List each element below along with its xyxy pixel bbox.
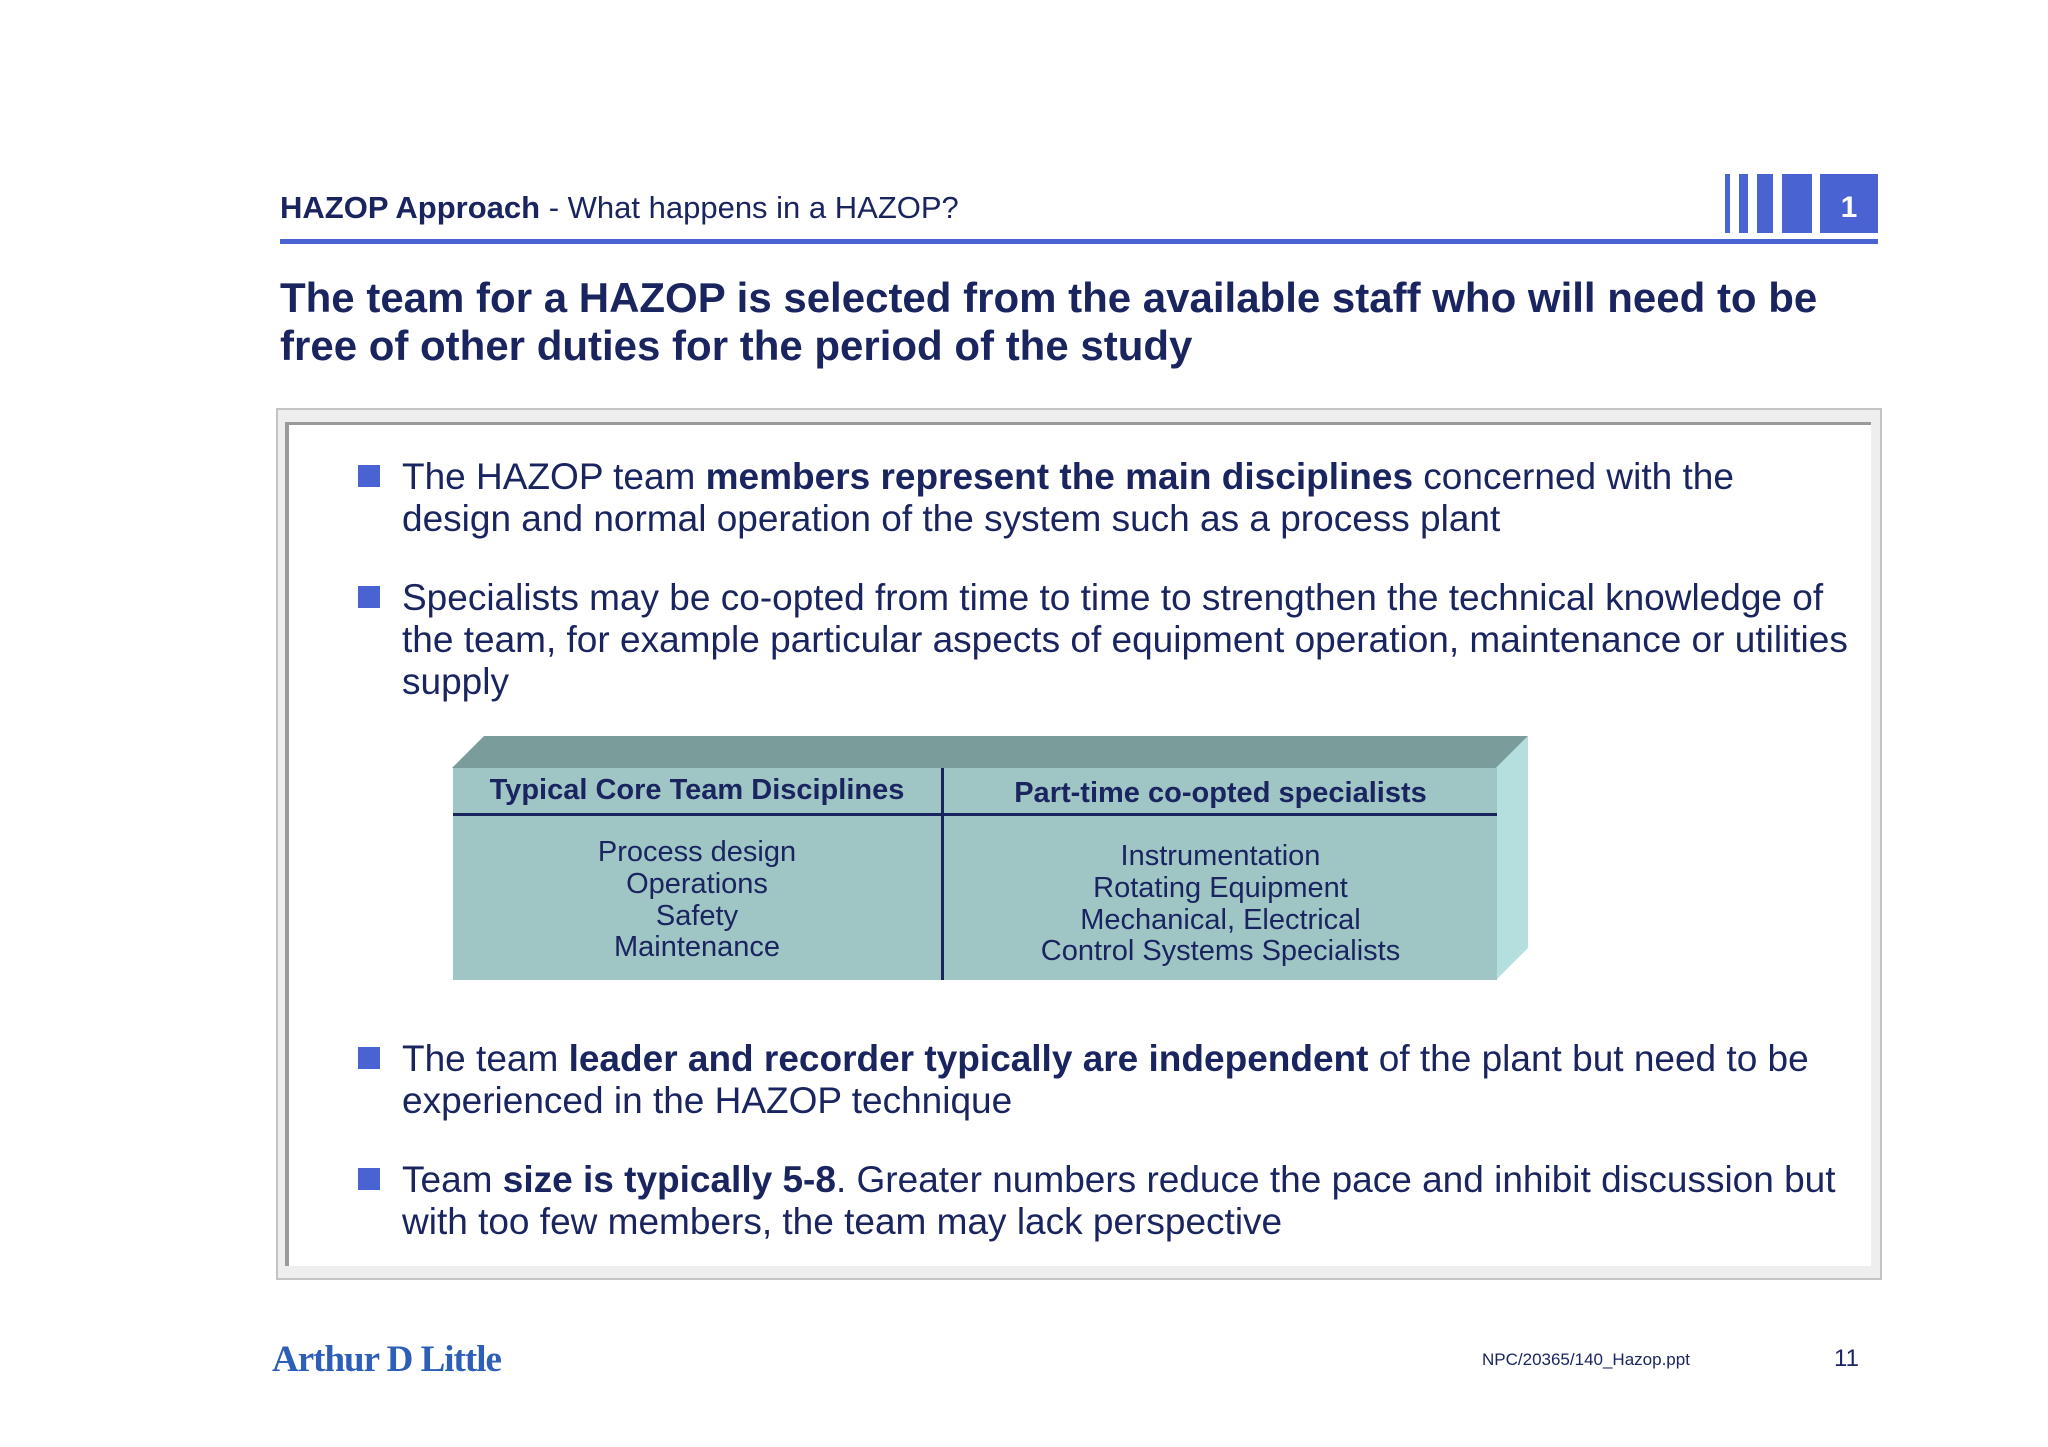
bullet-square-icon — [358, 1047, 380, 1069]
table-top-face — [452, 736, 1528, 768]
bullet-square-icon — [358, 1168, 380, 1190]
core-discipline-item: Safety — [655, 900, 739, 932]
core-discipline-item: Maintenance — [613, 931, 781, 963]
section-title-bold: HAZOP Approach — [280, 190, 541, 225]
section-title-rest: - What happens in a HAZOP? — [540, 190, 959, 225]
slide-headline: The team for a HAZOP is selected from the available staff who will need to be free of other duties for the period of the study — [280, 274, 1818, 369]
bullet-square-icon — [358, 465, 380, 487]
core-team-header: Typical Core Team Disciplines — [489, 774, 905, 806]
bullet-square-icon — [358, 586, 380, 608]
core-discipline-item: Process design — [597, 836, 797, 868]
specialist-item: Rotating Equipment — [1093, 872, 1348, 904]
bullet-text: Team size is typically 5-8. Greater numbers reduce the pace and inhibit discussion but with too few members, the team may lack perspective — [402, 1159, 1836, 1242]
specialist-item: Mechanical, Electrical — [1080, 904, 1361, 936]
specialists-header: Part-time co-opted specialists — [1014, 777, 1427, 809]
section-marker — [1725, 174, 1878, 233]
team-disciplines-table — [453, 768, 1497, 980]
header-divider — [280, 239, 1878, 244]
marker-bar — [1739, 174, 1748, 233]
company-logo: Arthur D Little — [272, 1339, 501, 1380]
table-header-rule — [453, 813, 1497, 816]
slide-section-title — [280, 190, 959, 226]
section-number: 1 — [1820, 174, 1878, 233]
bullet-text: The team leader and recorder typically are independent of the plant but need to be experienced in the HAZOP technique — [402, 1038, 1809, 1121]
bullet-text: Specialists may be co-opted from time to time to strengthen the technical knowledge of the team, for example particular aspects of equipment operation, maintenance or utilities supply — [402, 577, 1848, 702]
specialist-item: Instrumentation — [1120, 840, 1321, 872]
marker-bar — [1757, 174, 1773, 233]
specialist-item: Control Systems Specialists — [1040, 935, 1401, 967]
table-side-face — [1496, 736, 1528, 980]
marker-bar — [1782, 174, 1812, 233]
file-reference: NPC/20365/140_Hazop.ppt — [1482, 1350, 1690, 1369]
core-discipline-item: Operations — [626, 868, 768, 900]
page-number: 11 — [1834, 1345, 1859, 1372]
marker-bar — [1725, 174, 1730, 233]
bullet-text: The HAZOP team members represent the main disciplines concerned with the design and normal operation of the system such as a process plant — [402, 456, 1734, 539]
